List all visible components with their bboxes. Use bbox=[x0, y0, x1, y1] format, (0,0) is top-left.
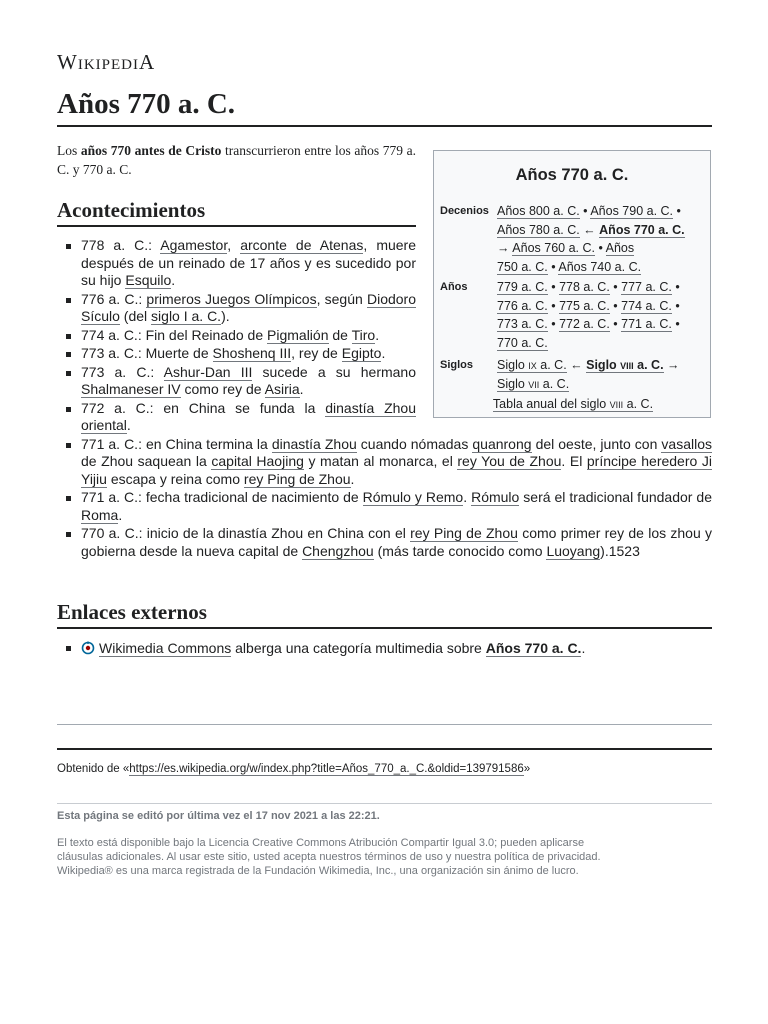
list-item bbox=[57, 436, 712, 489]
article-link[interactable]: arconte de Atenas bbox=[240, 237, 364, 253]
event-text: ).1523 bbox=[600, 542, 640, 559]
event-text: sucede a su hermano bbox=[252, 363, 416, 380]
century-prefix: Siglo bbox=[497, 358, 529, 372]
separator: • bbox=[547, 317, 560, 331]
event-text: 778 a. C.: bbox=[81, 237, 161, 253]
year-link[interactable]: 779 a. C. bbox=[497, 280, 548, 294]
separator: • bbox=[609, 317, 622, 331]
century-prefix: Siglo bbox=[586, 358, 621, 372]
event-text: 776 a. C.: bbox=[81, 290, 147, 307]
current-decade: Años 770 a. C. bbox=[599, 222, 685, 237]
article-link[interactable]: vasallos bbox=[661, 435, 712, 452]
article-link[interactable]: rey Ping de Zhou bbox=[410, 525, 518, 541]
event-text: . bbox=[375, 326, 380, 343]
divider bbox=[57, 724, 712, 725]
event-text: será el tradicional fundador de bbox=[519, 489, 713, 505]
event-text: 771 a. C.: en China termina la bbox=[81, 435, 272, 452]
list-item bbox=[57, 345, 416, 363]
century-numeral: viii bbox=[620, 358, 634, 372]
external-end: . bbox=[581, 640, 586, 656]
event-text: . bbox=[126, 417, 131, 433]
decade-link[interactable]: Años 800 a. C. bbox=[497, 204, 580, 218]
footer-prefix: Tabla anual del siglo bbox=[492, 397, 610, 411]
external-mid-text: alberga una categoría multimedia sobre bbox=[231, 640, 486, 656]
arrow-right: → bbox=[497, 241, 513, 255]
commons-category-link[interactable]: Años 770 a. C. bbox=[485, 640, 582, 656]
list-item bbox=[57, 327, 416, 345]
event-text: , muere después de un reinado de 17 años y es sucedido por su hijo bbox=[81, 237, 416, 288]
intro-post: transcurrieron entre los años 779 a. C. y 770 a. C. bbox=[57, 143, 417, 177]
license-line: Wikipedia® es una marca registrada de la Fundación Wikimedia, Inc., una organización sin ánimo de lucro. bbox=[57, 865, 579, 877]
license-line: El texto está disponible bajo la Licencia Creative Commons Atribución Compartir Igual 3.0; pueden aplicarse bbox=[57, 837, 585, 849]
article-link[interactable]: dinastía Zhou bbox=[271, 435, 357, 452]
event-text: como rey de bbox=[180, 381, 265, 397]
obtained-pre: Obtenido de « bbox=[57, 763, 130, 775]
article-link[interactable]: Chengzhou bbox=[302, 542, 374, 559]
event-text: (del bbox=[119, 308, 152, 324]
section-heading-acontecimientos: Acontecimientos bbox=[57, 198, 416, 227]
intro-paragraph bbox=[57, 141, 416, 179]
year-link[interactable]: 776 a. C. bbox=[497, 298, 548, 313]
footer-numeral: viii bbox=[609, 397, 624, 411]
event-text: 771 a. C.: fecha tradicional de nacimiento de bbox=[81, 489, 363, 505]
article-link[interactable]: siglo I a. C. bbox=[151, 308, 222, 324]
event-text: 774 a. C.: Fin del Reinado de bbox=[81, 326, 268, 343]
event-text: 772 a. C.: en China se funda la bbox=[81, 399, 326, 416]
arrow-left: ← bbox=[579, 222, 600, 237]
event-text: , rey de bbox=[291, 345, 342, 361]
permanent-link[interactable]: https://es.wikipedia.org/w/index.php?title=Años_770_a._C.&oldid=139791586 bbox=[129, 763, 524, 775]
event-text: . bbox=[118, 506, 123, 523]
article-link[interactable]: capital Haojing bbox=[211, 453, 304, 469]
event-text: 773 a. C.: Muerte de bbox=[81, 345, 213, 361]
decade-link[interactable]: Años 760 a. C. bbox=[512, 241, 595, 255]
century-suffix: a. C. bbox=[539, 376, 570, 391]
article-link[interactable]: Roma bbox=[81, 506, 119, 523]
wikimedia-commons-icon bbox=[81, 641, 95, 655]
section-heading-enlaces: Enlaces externos bbox=[57, 600, 712, 629]
event-text: escapa y reina como bbox=[106, 470, 244, 487]
separator: • bbox=[609, 298, 622, 313]
license-text bbox=[57, 836, 712, 878]
event-text: 773 a. C.: bbox=[81, 363, 164, 380]
obtained-post: » bbox=[523, 763, 531, 775]
article-link[interactable]: rey Ping de Zhou bbox=[243, 470, 351, 487]
separator: • bbox=[671, 280, 680, 294]
list-item bbox=[57, 237, 416, 290]
article-link[interactable]: Egipto bbox=[341, 345, 382, 361]
article-link[interactable]: primeros Juegos Olímpicos bbox=[146, 290, 317, 307]
decade-link[interactable]: Años 780 a. C. bbox=[497, 222, 580, 237]
event-text: 770 a. C.: inicio de la dinastía Zhou en China con el bbox=[81, 525, 411, 541]
list-item bbox=[57, 489, 712, 524]
events-list bbox=[57, 237, 712, 561]
separator: • bbox=[547, 259, 559, 274]
article-link[interactable]: Shalmaneser IV bbox=[81, 381, 181, 397]
article-link[interactable]: Rómulo bbox=[471, 489, 520, 505]
event-text: (más tarde conocido como bbox=[373, 542, 547, 559]
logo-prefix: W bbox=[57, 50, 78, 74]
article-link[interactable]: Tiro bbox=[351, 326, 376, 343]
event-text: . bbox=[463, 489, 472, 505]
list-item bbox=[57, 364, 416, 399]
article-link[interactable]: Esquilo bbox=[125, 272, 172, 288]
separator: • bbox=[595, 241, 606, 255]
century-numeral: vii bbox=[528, 376, 540, 391]
infobox-label-siglos: Siglos bbox=[440, 359, 474, 371]
event-text: y matan al monarca, el bbox=[303, 453, 458, 469]
article-link[interactable]: Shoshenq III bbox=[212, 345, 292, 361]
article-link[interactable]: Pigmalión bbox=[267, 326, 329, 343]
article-link[interactable]: dinastía Zhou oriental bbox=[81, 399, 416, 433]
century-suffix: a. C. bbox=[633, 358, 664, 372]
year-link[interactable]: 777 a. C. bbox=[621, 280, 672, 294]
event-text: cuando nómadas bbox=[356, 435, 473, 452]
page-title: Años 770 a. C. bbox=[57, 88, 712, 127]
year-link[interactable]: 773 a. C. bbox=[497, 317, 548, 331]
article-link[interactable]: príncipe heredero Ji Yijiu bbox=[81, 453, 712, 487]
year-link[interactable]: 778 a. C. bbox=[559, 280, 610, 294]
decade-link[interactable]: Años bbox=[605, 241, 635, 255]
event-text: de bbox=[328, 326, 352, 343]
obtained-from bbox=[57, 763, 530, 775]
infobox-label-anos: Años bbox=[440, 281, 468, 293]
event-text: . bbox=[350, 470, 355, 487]
external-links-list bbox=[57, 639, 712, 658]
event-text: . bbox=[171, 272, 176, 288]
footer-suffix: a. C. bbox=[623, 397, 654, 411]
event-text: de Zhou saquean la bbox=[81, 453, 212, 469]
article-link[interactable]: Ashur-Dan III bbox=[163, 363, 253, 380]
year-link[interactable]: 770 a. C. bbox=[497, 335, 548, 350]
article-link[interactable]: Diodoro Sículo bbox=[81, 290, 416, 324]
event-text: del oeste, junto con bbox=[531, 435, 662, 452]
article-link[interactable]: Luoyang bbox=[546, 542, 601, 559]
event-text: . El bbox=[561, 453, 587, 469]
divider bbox=[57, 803, 712, 804]
infobox-label-decenios: Decenios bbox=[440, 205, 489, 217]
intro-bold: años 770 antes de Cristo bbox=[80, 143, 222, 158]
decade-link[interactable]: Años 790 a. C. bbox=[590, 204, 674, 218]
license-line: cláusulas adicionales. Al usar este sitio, usted acepta nuestros términos de uso y nuestra política de privacidad. bbox=[57, 851, 601, 863]
divider bbox=[57, 748, 712, 750]
logo-suffix: A bbox=[138, 50, 156, 74]
year-link[interactable]: 771 a. C. bbox=[621, 317, 672, 331]
decade-link[interactable]: 750 a. C. bbox=[497, 259, 548, 274]
century-prefix: Siglo bbox=[497, 376, 529, 391]
wikipedia-logo[interactable] bbox=[57, 50, 155, 75]
last-edited: Esta página se editó por última vez el 17 nov 2021 a las 22:21. bbox=[57, 810, 380, 822]
separator: • bbox=[673, 204, 681, 218]
list-item bbox=[57, 639, 712, 658]
article-link[interactable]: rey You de Zhou bbox=[457, 453, 562, 469]
event-text: , según bbox=[316, 290, 367, 307]
logo-mid: IKIPEDI bbox=[77, 57, 139, 73]
event-text: . bbox=[299, 381, 304, 397]
article-link[interactable]: Agamestor bbox=[160, 237, 228, 253]
event-text: como primer rey de los zhou y gobierna desde la nueva capital de bbox=[81, 525, 713, 559]
arrow-left: ← bbox=[566, 358, 587, 372]
separator: • bbox=[609, 280, 622, 294]
article-link[interactable]: Rómulo y Remo bbox=[362, 489, 464, 505]
separator: • bbox=[547, 298, 560, 313]
century-numeral: ix bbox=[528, 358, 537, 372]
intro-pre: Los bbox=[57, 143, 81, 158]
list-item bbox=[57, 291, 416, 326]
event-text: . bbox=[381, 345, 386, 361]
separator: • bbox=[671, 317, 680, 331]
year-link[interactable]: 775 a. C. bbox=[559, 298, 610, 313]
separator: • bbox=[671, 298, 680, 313]
list-item bbox=[57, 400, 416, 435]
list-item bbox=[57, 525, 712, 560]
article-link[interactable]: quanrong bbox=[472, 435, 532, 452]
separator: • bbox=[547, 280, 560, 294]
wikimedia-commons-link[interactable]: Wikimedia Commons bbox=[99, 640, 232, 656]
arrow-right: → bbox=[663, 358, 680, 372]
century-suffix: a. C. bbox=[536, 358, 567, 372]
separator: • bbox=[579, 204, 591, 218]
decade-link[interactable]: Años 740 a. C. bbox=[558, 259, 642, 274]
year-link[interactable]: 772 a. C. bbox=[559, 317, 610, 331]
year-link[interactable]: 774 a. C. bbox=[621, 298, 672, 313]
article-link[interactable]: Asiria bbox=[264, 381, 300, 397]
event-text: , bbox=[227, 237, 241, 253]
event-text: ). bbox=[221, 308, 230, 324]
infobox-title: Años 770 a. C. bbox=[515, 166, 629, 184]
